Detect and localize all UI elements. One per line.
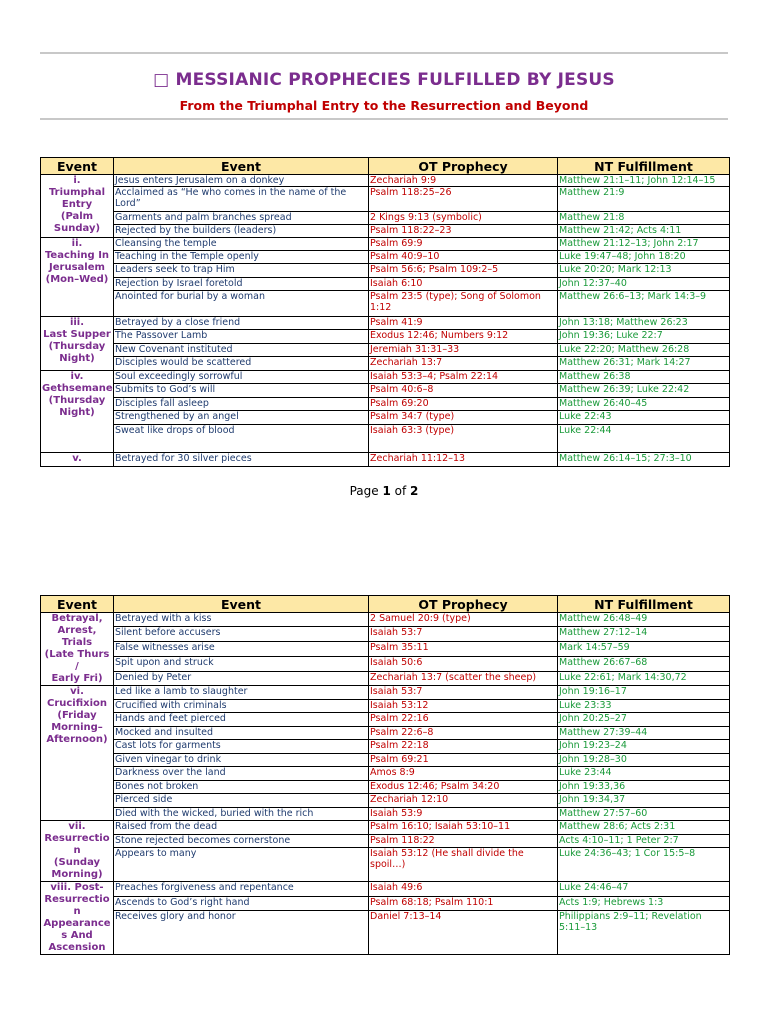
column-header-ot-prophecy: OT Prophecy [369, 158, 558, 175]
nt-fulfillment-cell: Matthew 21:42; Acts 4:11 [558, 225, 730, 238]
ot-prophecy-cell: Psalm 118:22 [369, 835, 558, 848]
ot-prophecy-cell: Isaiah 50:6 [369, 656, 558, 671]
header-divider [40, 118, 728, 120]
table-row [41, 740, 730, 754]
ot-prophecy-cell: Psalm 68:18; Psalm 110:1 [369, 897, 558, 911]
table-row [41, 642, 730, 656]
event-cell: Raised from the dead [114, 821, 369, 835]
column-header-stage: Event [41, 158, 114, 175]
ot-prophecy-cell: Psalm 16:10; Isaiah 53:10–11 [369, 821, 558, 835]
nt-fulfillment-cell: Mark 14:57–59 [558, 642, 730, 656]
event-cell: Betrayed with a kiss [114, 613, 369, 627]
ot-prophecy-cell: Exodus 12:46; Numbers 9:12 [369, 330, 558, 344]
page-prefix: Page [349, 484, 383, 498]
nt-fulfillment-cell: Matthew 27:39–44 [558, 727, 730, 740]
event-cell: The Passover Lamb [114, 330, 369, 344]
table-row [41, 754, 730, 767]
table-row [41, 781, 730, 794]
ot-prophecy-cell: Isaiah 49:6 [369, 882, 558, 897]
table-row [41, 212, 730, 225]
table-header-row [41, 596, 730, 613]
page-of: of [390, 484, 411, 498]
event-cell: Led like a lamb to slaughter [114, 686, 369, 700]
nt-fulfillment-cell: Luke 22:61; Mark 14:30,72 [558, 671, 730, 685]
nt-fulfillment-cell: John 13:18; Matthew 26:23 [558, 317, 730, 330]
event-cell: Mocked and insulted [114, 727, 369, 740]
ot-prophecy-cell: Isaiah 53:7 [369, 627, 558, 642]
ot-prophecy-cell: Isaiah 6:10 [369, 278, 558, 291]
table-row [41, 686, 730, 700]
table-row [41, 330, 730, 344]
event-cell: Rejection by Israel foretold [114, 278, 369, 291]
nt-fulfillment-cell: Matthew 27:12–14 [558, 627, 730, 642]
ot-prophecy-cell: Psalm 35:11 [369, 642, 558, 656]
table-row [41, 264, 730, 278]
column-header-nt-fulfillment: NT Fulfillment [558, 158, 730, 175]
stage-cell: vii. Resurrectio n (Sunday Morning) [41, 821, 114, 882]
column-header-event: Event [114, 596, 369, 613]
column-header-ot-prophecy: OT Prophecy [369, 596, 558, 613]
ot-prophecy-cell: Psalm 41:9 [369, 317, 558, 330]
nt-fulfillment-cell: Matthew 26:48–49 [558, 613, 730, 627]
event-cell: Denied by Peter [114, 671, 369, 685]
ot-prophecy-cell: Isaiah 53:12 (He shall divide the spoil…) [369, 848, 558, 882]
ot-prophecy-cell: Psalm 22:6–8 [369, 727, 558, 740]
ot-prophecy-cell: Isaiah 53:12 [369, 700, 558, 713]
column-header-nt-fulfillment: NT Fulfillment [558, 596, 730, 613]
nt-fulfillment-cell: Matthew 26:14–15; 27:3–10 [558, 453, 730, 467]
event-cell: Cleansing the temple [114, 238, 369, 251]
nt-fulfillment-cell: Acts 1:9; Hebrews 1:3 [558, 897, 730, 911]
table-row [41, 278, 730, 291]
table-row [41, 727, 730, 740]
event-cell: Acclaimed as “He who comes in the name of the Lord” [114, 187, 369, 212]
event-cell: Soul exceedingly sorrowful [114, 371, 369, 384]
event-cell: Spit upon and struck [114, 656, 369, 671]
ot-prophecy-cell: Psalm 40:9–10 [369, 251, 558, 264]
ot-prophecy-cell: 2 Samuel 20:9 (type) [369, 613, 558, 627]
ot-prophecy-cell: Psalm 69:9 [369, 238, 558, 251]
table-row [41, 897, 730, 911]
event-cell: Darkness over the land [114, 767, 369, 781]
event-cell: Hands and feet pierced [114, 713, 369, 727]
table-row [41, 627, 730, 642]
event-cell: Disciples would be scattered [114, 357, 369, 371]
nt-fulfillment-cell: Matthew 26:67–68 [558, 656, 730, 671]
ot-prophecy-cell: Psalm 34:7 (type) [369, 411, 558, 425]
event-cell: Sweat like drops of blood [114, 425, 369, 453]
ot-prophecy-cell: Psalm 56:6; Psalm 109:2–5 [369, 264, 558, 278]
nt-fulfillment-cell: Acts 4:10–11; 1 Peter 2:7 [558, 835, 730, 848]
stage-cell: iii. Last Supper (Thursday Night) [41, 317, 114, 371]
nt-fulfillment-cell: John 19:33,36 [558, 781, 730, 794]
nt-fulfillment-cell: Matthew 26:40–45 [558, 398, 730, 411]
event-cell: Preaches forgiveness and repentance [114, 882, 369, 897]
event-cell: Receives glory and honor [114, 911, 369, 955]
event-cell: Cast lots for garments [114, 740, 369, 754]
nt-fulfillment-cell: John 19:36; Luke 22:7 [558, 330, 730, 344]
prophecy-table-page-2 [40, 595, 730, 955]
column-header-stage: Event [41, 596, 114, 613]
event-cell: Ascends to God’s right hand [114, 897, 369, 911]
prophecy-table-page-1 [40, 157, 730, 467]
page-subtitle: From the Triumphal Entry to the Resurrection and Beyond [179, 98, 589, 113]
stage-cell: viii. Post- Resurrectio n Appearance s And Ascension [41, 882, 114, 955]
table-row [41, 251, 730, 264]
event-cell: Appears to many [114, 848, 369, 882]
nt-fulfillment-cell: Matthew 26:31; Mark 14:27 [558, 357, 730, 371]
table-row [41, 411, 730, 425]
event-cell: Betrayed by a close friend [114, 317, 369, 330]
event-cell: Betrayed for 30 silver pieces [114, 453, 369, 467]
stage-cell: ii. Teaching In Jerusalem (Mon–Wed) [41, 238, 114, 317]
table-row [41, 317, 730, 330]
table-row [41, 238, 730, 251]
event-cell: Crucified with criminals [114, 700, 369, 713]
event-cell: Disciples fall asleep [114, 398, 369, 411]
nt-fulfillment-cell: Luke 22:43 [558, 411, 730, 425]
nt-fulfillment-cell: Luke 23:33 [558, 700, 730, 713]
table-row [41, 225, 730, 238]
table-row [41, 398, 730, 411]
event-cell: Rejected by the builders (leaders) [114, 225, 369, 238]
ot-prophecy-cell: Isaiah 53:9 [369, 808, 558, 821]
event-cell: Strengthened by an angel [114, 411, 369, 425]
ot-prophecy-cell: Jeremiah 31:31–33 [369, 344, 558, 357]
nt-fulfillment-cell: Matthew 26:39; Luke 22:42 [558, 384, 730, 398]
event-cell: New Covenant instituted [114, 344, 369, 357]
event-cell: Jesus enters Jerusalem on a donkey [114, 175, 369, 187]
stage-cell: iv. Gethsemane (Thursday Night) [41, 371, 114, 453]
ot-prophecy-cell: Isaiah 63:3 (type) [369, 425, 558, 453]
ot-prophecy-cell: Daniel 7:13–14 [369, 911, 558, 955]
ot-prophecy-cell: Zechariah 13:7 [369, 357, 558, 371]
nt-fulfillment-cell: Luke 20:20; Mark 12:13 [558, 264, 730, 278]
ot-prophecy-cell: Zechariah 12:10 [369, 794, 558, 808]
event-cell: Submits to God’s will [114, 384, 369, 398]
nt-fulfillment-cell: John 19:23–24 [558, 740, 730, 754]
event-cell: Died with the wicked, buried with the rich [114, 808, 369, 821]
table-row [41, 384, 730, 398]
nt-fulfillment-cell: Matthew 21:9 [558, 187, 730, 212]
nt-fulfillment-cell: Matthew 26:6–13; Mark 14:3–9 [558, 291, 730, 317]
table-header-row [41, 158, 730, 175]
event-cell: Anointed for burial by a woman [114, 291, 369, 317]
nt-fulfillment-cell: Philippians 2:9–11; Revelation 5:11–13 [558, 911, 730, 955]
nt-fulfillment-cell: Luke 19:47–48; John 18:20 [558, 251, 730, 264]
table-row [41, 911, 730, 955]
nt-fulfillment-cell: Luke 22:44 [558, 425, 730, 453]
event-cell: False witnesses arise [114, 642, 369, 656]
nt-fulfillment-cell: Luke 23:44 [558, 767, 730, 781]
ot-prophecy-cell: Psalm 23:5 (type); Song of Solomon 1:12 [369, 291, 558, 317]
event-cell: Stone rejected becomes cornerstone [114, 835, 369, 848]
event-cell: Teaching in the Temple openly [114, 251, 369, 264]
table-row [41, 767, 730, 781]
ot-prophecy-cell: Isaiah 53:7 [369, 686, 558, 700]
event-cell: Silent before accusers [114, 627, 369, 642]
event-cell: Pierced side [114, 794, 369, 808]
table-row [41, 713, 730, 727]
table-row [41, 671, 730, 685]
nt-fulfillment-cell: John 12:37–40 [558, 278, 730, 291]
column-header-event: Event [114, 158, 369, 175]
ot-prophecy-cell: Psalm 22:16 [369, 713, 558, 727]
nt-fulfillment-cell: John 19:34,37 [558, 794, 730, 808]
nt-fulfillment-cell: Matthew 28:6; Acts 2:31 [558, 821, 730, 835]
table-row [41, 371, 730, 384]
nt-fulfillment-cell: Luke 24:36–43; 1 Cor 15:5–8 [558, 848, 730, 882]
nt-fulfillment-cell: John 19:28–30 [558, 754, 730, 767]
table-row [41, 453, 730, 467]
ot-prophecy-cell: Amos 8:9 [369, 767, 558, 781]
total-pages: 2 [410, 484, 419, 498]
table-row [41, 187, 730, 212]
ot-prophecy-cell: Exodus 12:46; Psalm 34:20 [369, 781, 558, 794]
nt-fulfillment-cell: Matthew 21:12–13; John 2:17 [558, 238, 730, 251]
ot-prophecy-cell: Zechariah 9:9 [369, 175, 558, 187]
page-title: □ MESSIANIC PROPHECIES FULFILLED BY JESUS [153, 70, 615, 90]
ot-prophecy-cell: Psalm 118:25–26 [369, 187, 558, 212]
stage-cell: i. Triumphal Entry (Palm Sunday) [41, 175, 114, 238]
ot-prophecy-cell: Zechariah 13:7 (scatter the sheep) [369, 671, 558, 685]
current-page: 1 [382, 484, 391, 498]
table-row [41, 425, 730, 453]
stage-cell: v. [41, 453, 114, 467]
stage-cell: Betrayal, Arrest, Trials (Late Thurs / Early Fri) [41, 613, 114, 686]
event-cell: Bones not broken [114, 781, 369, 794]
ot-prophecy-cell: 2 Kings 9:13 (symbolic) [369, 212, 558, 225]
table-row [41, 821, 730, 835]
event-cell: Given vinegar to drink [114, 754, 369, 767]
table-row [41, 357, 730, 371]
table-row [41, 835, 730, 848]
nt-fulfillment-cell: Luke 24:46–47 [558, 882, 730, 897]
table-row [41, 700, 730, 713]
page-number [40, 484, 728, 498]
table-row [41, 848, 730, 882]
stage-cell: vi. Crucifixion (Friday Morning– Afternoon) [41, 686, 114, 821]
table-row [41, 175, 730, 187]
ot-prophecy-cell: Psalm 69:21 [369, 754, 558, 767]
ot-prophecy-cell: Psalm 69:20 [369, 398, 558, 411]
nt-fulfillment-cell: Matthew 21:1–11; John 12:14–15 [558, 175, 730, 187]
event-cell: Garments and palm branches spread [114, 212, 369, 225]
nt-fulfillment-cell: Matthew 27:57–60 [558, 808, 730, 821]
top-divider [40, 52, 728, 54]
nt-fulfillment-cell: John 19:16–17 [558, 686, 730, 700]
nt-fulfillment-cell: Matthew 21:8 [558, 212, 730, 225]
ot-prophecy-cell: Isaiah 53:3–4; Psalm 22:14 [369, 371, 558, 384]
ot-prophecy-cell: Zechariah 11:12–13 [369, 453, 558, 467]
table-row [41, 613, 730, 627]
table-row [41, 344, 730, 357]
table-row [41, 794, 730, 808]
nt-fulfillment-cell: John 20:25–27 [558, 713, 730, 727]
table-row [41, 808, 730, 821]
ot-prophecy-cell: Psalm 22:18 [369, 740, 558, 754]
table-row [41, 656, 730, 671]
table-row [41, 291, 730, 317]
nt-fulfillment-cell: Matthew 26:38 [558, 371, 730, 384]
nt-fulfillment-cell: Luke 22:20; Matthew 26:28 [558, 344, 730, 357]
ot-prophecy-cell: Psalm 118:22–23 [369, 225, 558, 238]
ot-prophecy-cell: Psalm 40:6–8 [369, 384, 558, 398]
table-row [41, 882, 730, 897]
event-cell: Leaders seek to trap Him [114, 264, 369, 278]
